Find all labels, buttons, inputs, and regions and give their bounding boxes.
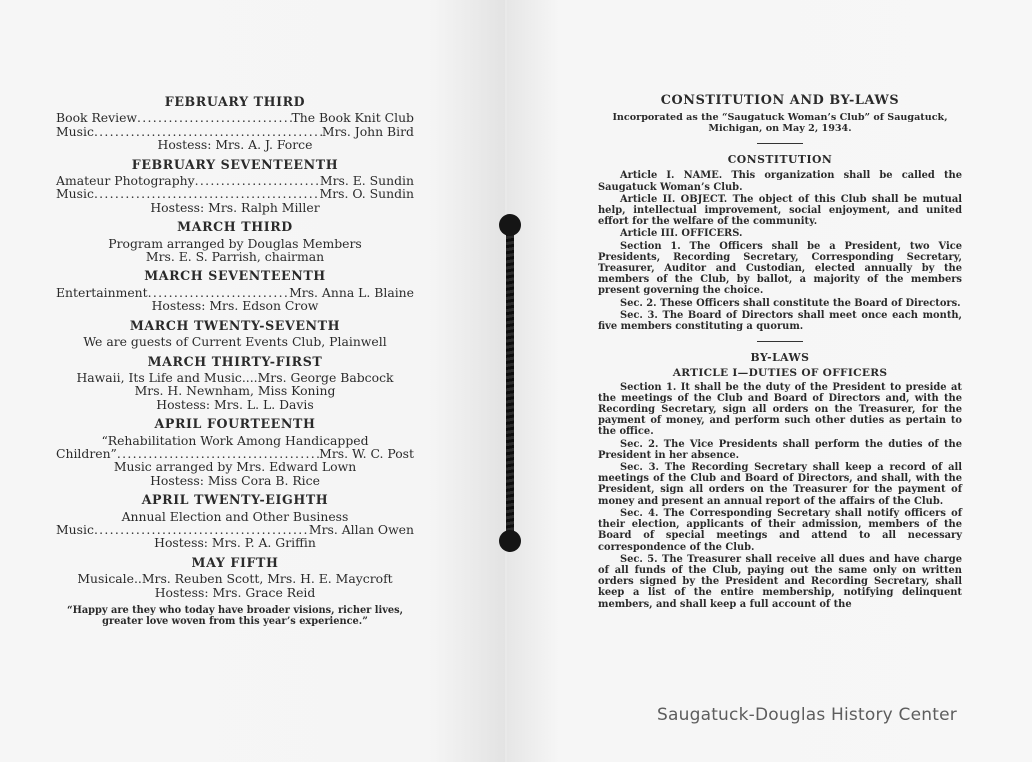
program-line: Musicale..Mrs. Reuben Scott, Mrs. H. E. Maycroft: [77, 571, 393, 587]
program-line: Hostess: Mrs. L. L. Davis: [156, 396, 314, 412]
program-entry: [56, 447, 414, 460]
article-paragraph: Sec. 3. The Board of Directors shall meet once each month, five members constituting a quorum.: [598, 309, 962, 333]
entry-presenter: Mrs. Anna L. Blaine: [289, 284, 414, 300]
article-heading: ARTICLE I—DUTIES OF OFFICERS: [672, 367, 888, 380]
entry-presenter: The Book Knit Club: [291, 110, 414, 126]
event-date: MARCH THIRTY-FIRST: [147, 353, 323, 369]
entry-label: Entertainment: [56, 284, 148, 300]
event-date: FEBRUARY THIRD: [164, 94, 306, 109]
dot-leader: [94, 125, 322, 138]
entry-presenter: Mrs. O. Sundin: [319, 186, 414, 202]
program-schedule: [56, 95, 414, 627]
program-event: [56, 493, 414, 550]
program-entry: [56, 174, 414, 187]
program-event: [56, 269, 414, 312]
program-entry: [56, 111, 414, 124]
program-event: [56, 220, 414, 263]
bylaws-heading: BY-LAWS: [750, 351, 810, 365]
dot-leader: [94, 523, 309, 536]
program-line: Program arranged by Douglas Members: [108, 235, 362, 251]
entry-presenter: Mrs. Allan Owen: [308, 521, 414, 537]
program-event: [56, 95, 414, 152]
dot-leader: [195, 174, 320, 187]
program-line: Hostess: Mrs. Grace Reid: [154, 584, 316, 600]
entry-label: Book Review: [56, 110, 138, 126]
event-date: MARCH TWENTY-SEVENTH: [129, 317, 341, 333]
watermark: Saugatuck-Douglas History Center: [657, 705, 957, 725]
constitution-heading: CONSTITUTION: [727, 153, 833, 167]
article-paragraph: Article II. OBJECT. The object of this Club shall be mutual help, intellectual improvement, social enjoyment, and united effort for the welfare of the community.: [598, 193, 962, 228]
event-date: MARCH THIRD: [177, 219, 293, 235]
program-entry: [56, 523, 414, 536]
entry-label: Children”: [56, 445, 117, 461]
program-event: [56, 319, 414, 349]
program-line: Hawaii, Its Life and Music....Mrs. George Babcock: [76, 369, 394, 385]
program-line: Hostess: Mrs. Ralph Miller: [150, 199, 320, 215]
program-entry: [56, 125, 414, 138]
program-line: Hostess: Mrs. A. J. Force: [157, 137, 313, 153]
event-date: APRIL FOURTEENTH: [154, 416, 316, 432]
entry-presenter: Mrs. John Bird: [321, 123, 414, 139]
program-event: [56, 417, 414, 487]
program-event: [56, 355, 414, 412]
constitution-title: CONSTITUTION AND BY-LAWS: [660, 93, 900, 108]
left-page: [0, 0, 505, 762]
cord-strand: [506, 230, 514, 536]
article-paragraph: Sec. 2. These Officers shall constitute the Board of Directors.: [620, 297, 961, 309]
bylaw-paragraph: Sec. 2. The Vice Presidents shall perform the duties of the President in her absence.: [598, 438, 962, 461]
article-paragraph: Article III. OFFICERS.: [620, 228, 743, 240]
entry-presenter: Mrs. W. C. Post: [319, 445, 414, 461]
bylaw-paragraph: Section 1. It shall be the duty of the President to preside at the meetings of the Club and Board of Directors and, with the Recording Secretary, sign all orders on the Treasurer, for the payment of money, and perform such other duties as pertain to the office.: [598, 381, 962, 438]
divider: [757, 143, 803, 144]
cord-knot-top: [499, 214, 521, 236]
event-date: FEBRUARY SEVENTEENTH: [131, 156, 339, 172]
bylaws-sections: [598, 382, 962, 610]
constitution-articles: [598, 170, 962, 332]
article-paragraph: Section 1. The Officers shall be a President, two Vice Presidents, Recording Secretary, Corresponding Secretary, Treasurer, Auditor and Custodian, elected annually by the members of the Club, by ballot, a majority of the members present governing the choice.: [598, 240, 962, 297]
program-line: “Rehabilitation Work Among Handicapped: [101, 432, 369, 448]
dot-leader: [137, 111, 291, 124]
constitution-section: [598, 95, 962, 611]
bylaw-paragraph: Sec. 4. The Corresponding Secretary shall notify officers of their election, applicants of their admission, members of the Board of special meetings and attend to all necessary correspondence of the Club.: [598, 507, 962, 553]
dot-leader: [94, 187, 320, 200]
program-line: Hostess: Mrs. Edson Crow: [151, 298, 319, 314]
bylaw-paragraph: Sec. 5. The Treasurer shall receive all dues and have charge of all funds of the Club, paying out the same only on written orders signed by the President and Recording Secretary, shall keep a list of the entire membership, notifying delinquent members, and shall keep a full account of the: [598, 553, 962, 610]
bylaw-paragraph: Sec. 3. The Recording Secretary shall keep a record of all meetings of the Club and Board of Directors, and shall, with the President, sign all orders on the Treasurer for the payment of money and present an annual report of the affairs of the Club.: [598, 462, 962, 507]
program-line: Hostess: Miss Cora B. Rice: [150, 472, 320, 488]
program-line: Mrs. H. Newnham, Miss Koning: [134, 383, 336, 399]
dot-leader: [148, 286, 289, 299]
entry-presenter: Mrs. E. Sundin: [319, 173, 414, 189]
entry-label: Music: [56, 521, 94, 537]
program-event: [56, 556, 414, 599]
article-paragraph: Article I. NAME. This organization shall be called the Saugatuck Woman’s Club.: [598, 170, 962, 193]
entry-label: Music: [56, 123, 94, 139]
divider: [757, 341, 803, 342]
event-date: APRIL TWENTY-EIGHTH: [141, 492, 329, 508]
program-line: Mrs. E. S. Parrish, chairman: [145, 249, 325, 265]
program-entry: [56, 187, 414, 200]
closing-quote: “Happy are they who today have broader visions, richer lives, greater love woven from this year’s experience.”: [66, 605, 404, 627]
program-entry: [56, 286, 414, 299]
entry-label: Music: [56, 186, 94, 202]
event-date: MARCH SEVENTEENTH: [144, 268, 326, 284]
program-event: [56, 158, 414, 215]
incorporation-note: Incorporated as the “Saugatuck Woman’s Club” of Saugatuck, Michigan, on May 2, 1934.: [612, 112, 948, 135]
program-line: We are guests of Current Events Club, Plainwell: [83, 334, 387, 350]
binding-cord: [503, 222, 517, 544]
cord-knot-bottom: [499, 530, 521, 552]
entry-label: Amateur Photography: [56, 173, 195, 189]
program-line: Hostess: Mrs. P. A. Griffin: [154, 535, 316, 551]
program-line: Music arranged by Mrs. Edward Lown: [113, 459, 357, 475]
program-line: Annual Election and Other Business: [121, 508, 349, 524]
dot-leader: [117, 447, 319, 460]
event-date: MAY FIFTH: [191, 554, 279, 570]
